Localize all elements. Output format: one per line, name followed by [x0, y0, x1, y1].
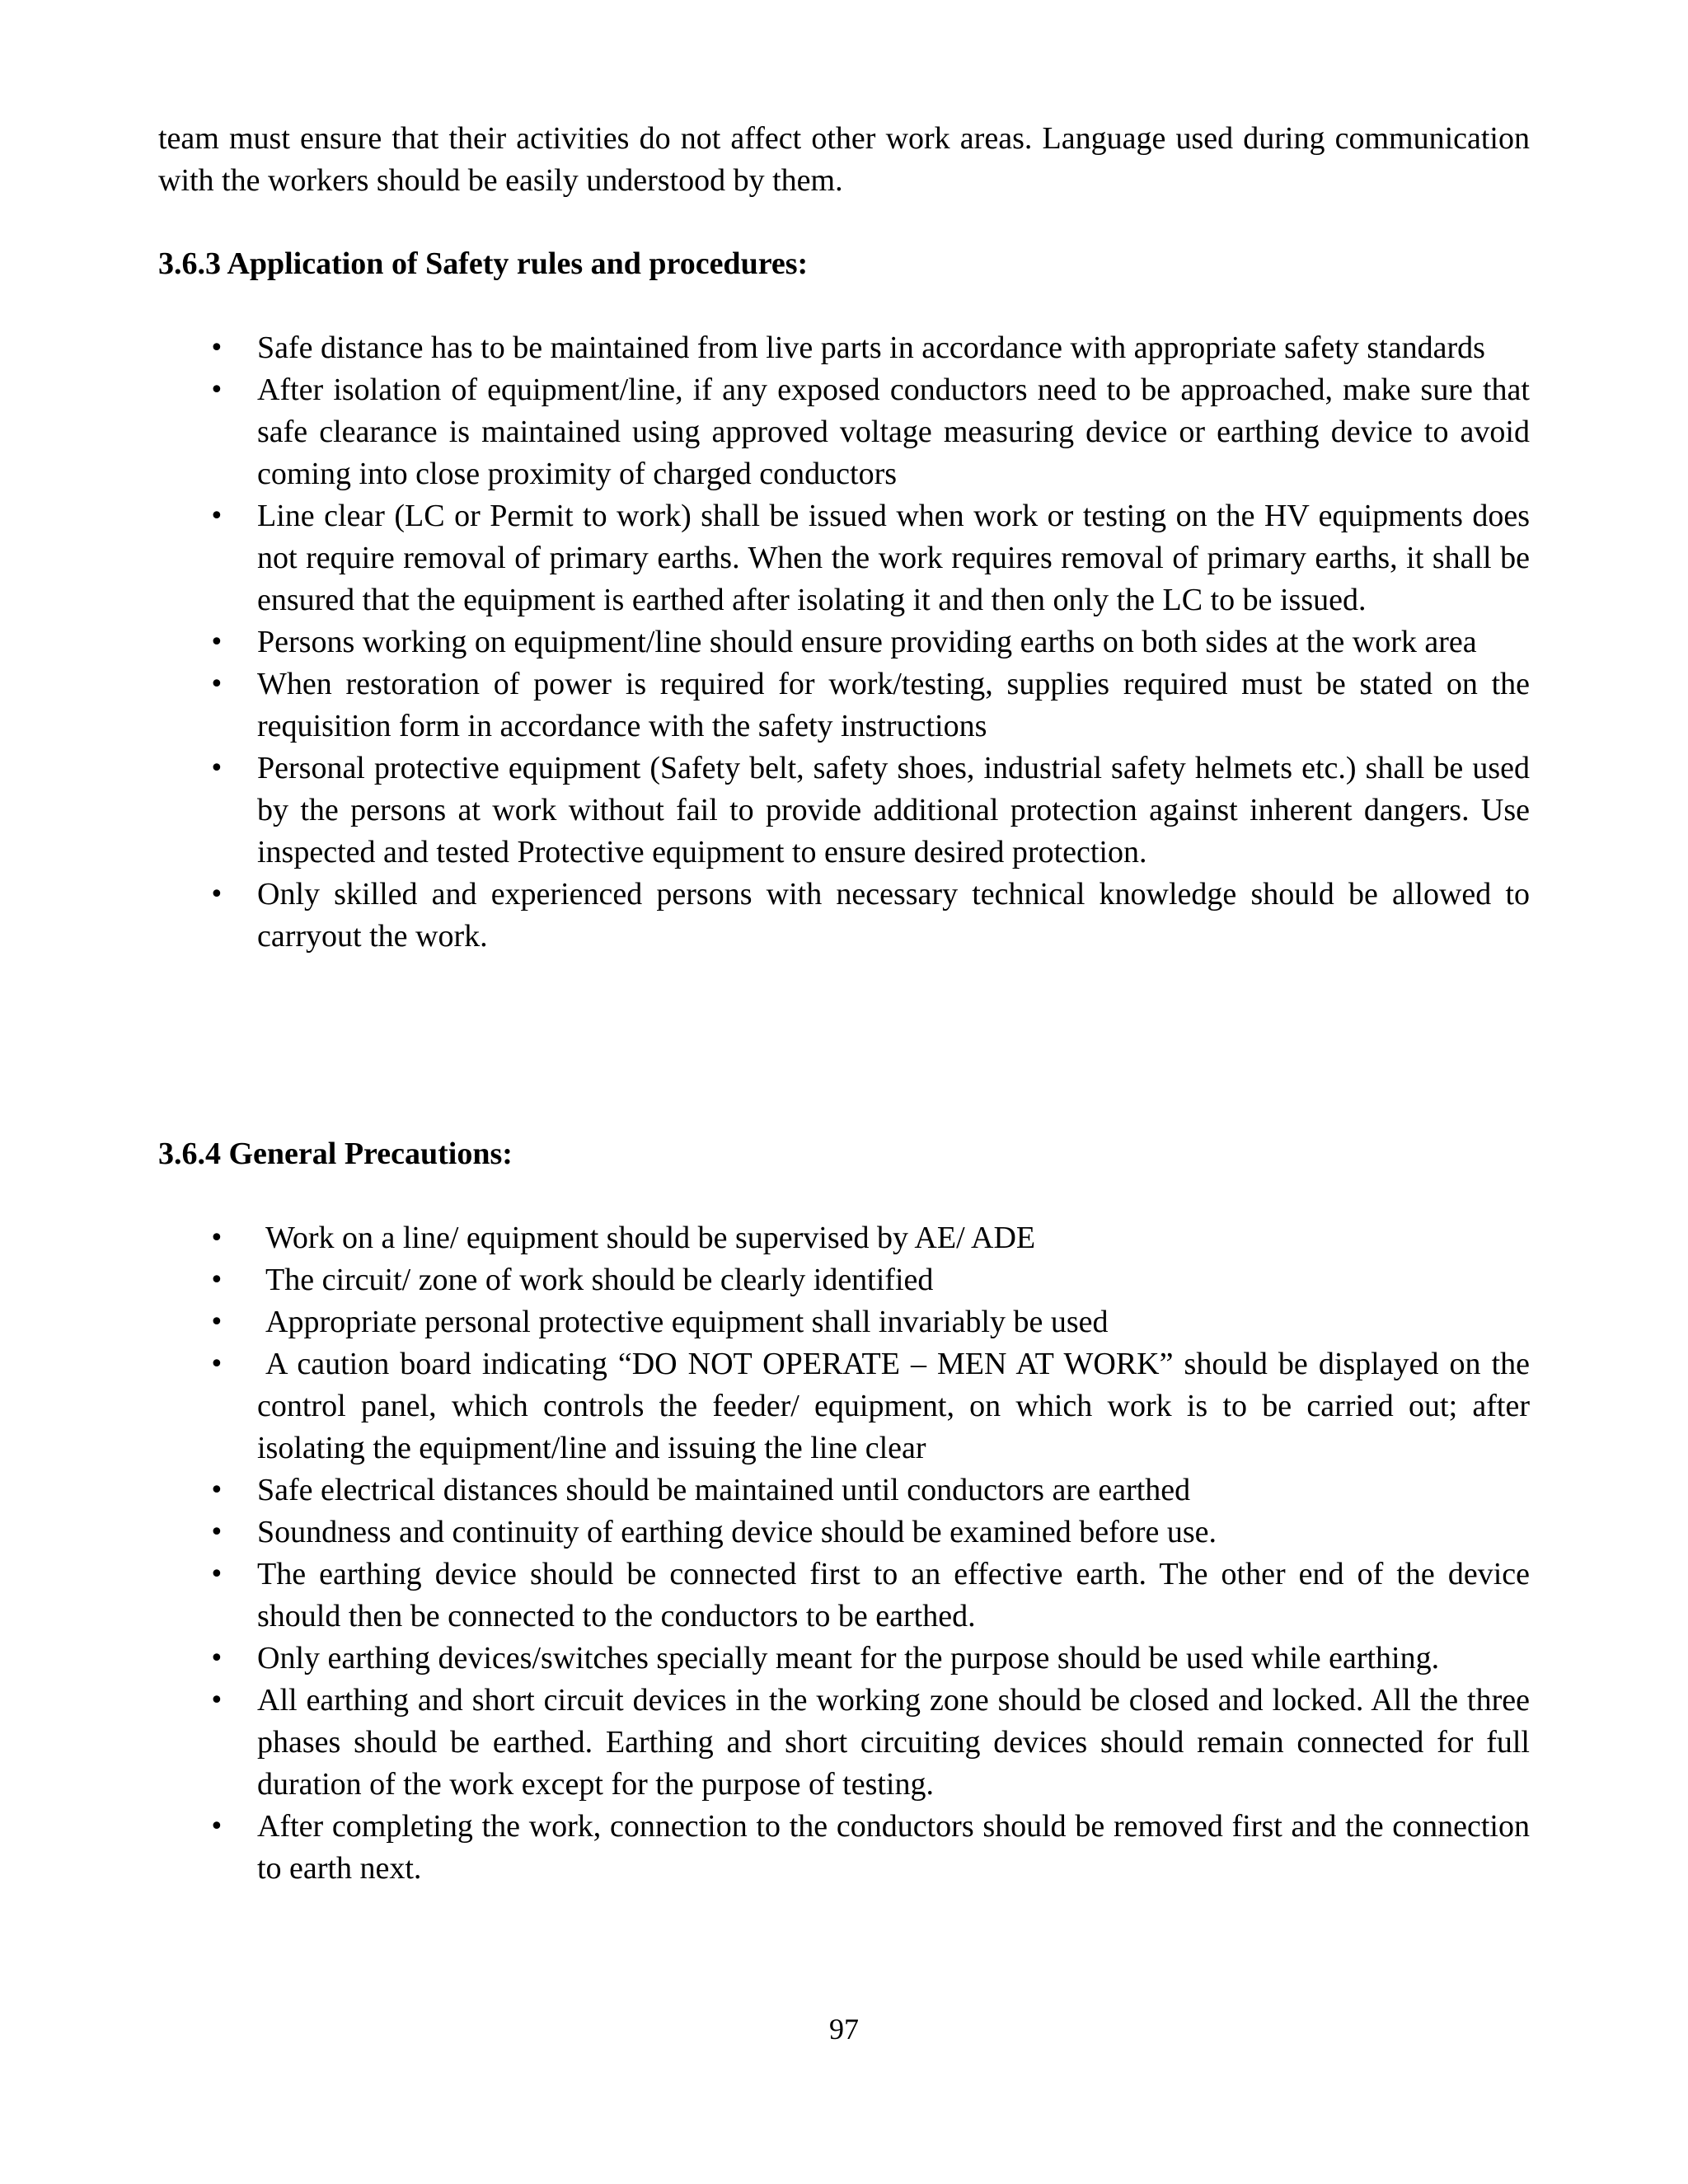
list-item: • Persons working on equipment/line should ensure providing earths on both sides at the work area [0, 621, 1688, 663]
bullet-icon: • [209, 628, 224, 657]
bullet-icon: • [209, 334, 224, 363]
list-item: • All earthing and short circuit devices in the working zone should be closed and locked. All the three phases should be earthed. Earthing and short circuiting devices should remain connected for full duration of the work except for the purpose of testing. [0, 1680, 1688, 1806]
list-item: • Soundness and continuity of earthing device should be examined before use. [0, 1511, 1688, 1554]
bullet-icon: • [209, 1644, 224, 1673]
list-item: • Appropriate personal protective equipment shall invariably be used [0, 1301, 1688, 1343]
list-item: • Personal protective equipment (Safety belt, safety shoes, industrial safety helmets etc.) shall be used by the persons at work without fail to provide additional protection against inherent dangers. Use inspected and tested Protective equipment to ensure desired protection. [0, 748, 1688, 874]
list-item: • After completing the work, connection to the conductors should be removed first and the connection to earth next. [0, 1806, 1688, 1890]
bullet-icon: • [209, 1686, 224, 1715]
safety-rules-list [0, 327, 1688, 958]
bullet-icon: • [209, 1224, 224, 1253]
bullet-icon: • [209, 376, 224, 405]
list-item: • The circuit/ zone of work should be clearly identified [0, 1259, 1688, 1301]
list-item: • The earthing device should be connected first to an effective earth. The other end of the device should then be connected to the conductors to be earthed. [0, 1554, 1688, 1638]
bullet-icon: • [209, 1560, 224, 1589]
list-item: • A caution board indicating “DO NOT OPERATE – MEN AT WORK” should be displayed on the control panel, which controls the feeder/ equipment, on which work is to be carried out; after isolating the equipment/line and issuing the line clear [0, 1343, 1688, 1469]
bullet-icon: • [209, 880, 224, 909]
list-item: • When restoration of power is required for work/testing, supplies required must be stated on the requisition form in accordance with the safety instructions [0, 663, 1688, 748]
bullet-icon: • [209, 1350, 224, 1379]
bullet-icon: • [209, 1266, 224, 1295]
list-item: • Only skilled and experienced persons with necessary technical knowledge should be allowed to carryout the work. [0, 874, 1688, 958]
list-item: • After isolation of equipment/line, if any exposed conductors need to be approached, make sure that safe clearance is maintained using approved voltage measuring device or earthing device to avoid coming into close proximity of charged conductors [0, 369, 1688, 495]
bullet-icon: • [209, 1308, 224, 1337]
section-heading-3-6-3: 3.6.3 Application of Safety rules and procedures: [158, 246, 809, 281]
page-number: 97 [829, 2013, 859, 2046]
list-item: • Work on a line/ equipment should be supervised by AE/ ADE [0, 1217, 1688, 1259]
general-precautions-list [0, 1217, 1688, 1890]
bullet-icon: • [209, 754, 224, 783]
bullet-icon: • [209, 1476, 224, 1505]
list-item: • Safe distance has to be maintained from live parts in accordance with appropriate safety standards [0, 327, 1688, 369]
bullet-icon: • [209, 1812, 224, 1841]
bullet-icon: • [209, 502, 224, 531]
section-heading-3-6-4: 3.6.4 General Precautions: [158, 1137, 513, 1171]
list-item: • Safe electrical distances should be maintained until conductors are earthed [0, 1469, 1688, 1511]
intro-paragraph: team must ensure that their activities do not affect other work areas. Language used during communication with the workers should be easily understood by them. [158, 121, 1530, 198]
list-item: • Only earthing devices/switches specially meant for the purpose should be used while earthing. [0, 1638, 1688, 1680]
bullet-icon: • [209, 670, 224, 699]
list-item: • Line clear (LC or Permit to work) shall be issued when work or testing on the HV equipments does not require removal of primary earths. When the work requires removal of primary earths, it shall be ensured that the equipment is earthed after isolating it and then only the LC to be issued. [0, 495, 1688, 621]
bullet-icon: • [209, 1518, 224, 1547]
